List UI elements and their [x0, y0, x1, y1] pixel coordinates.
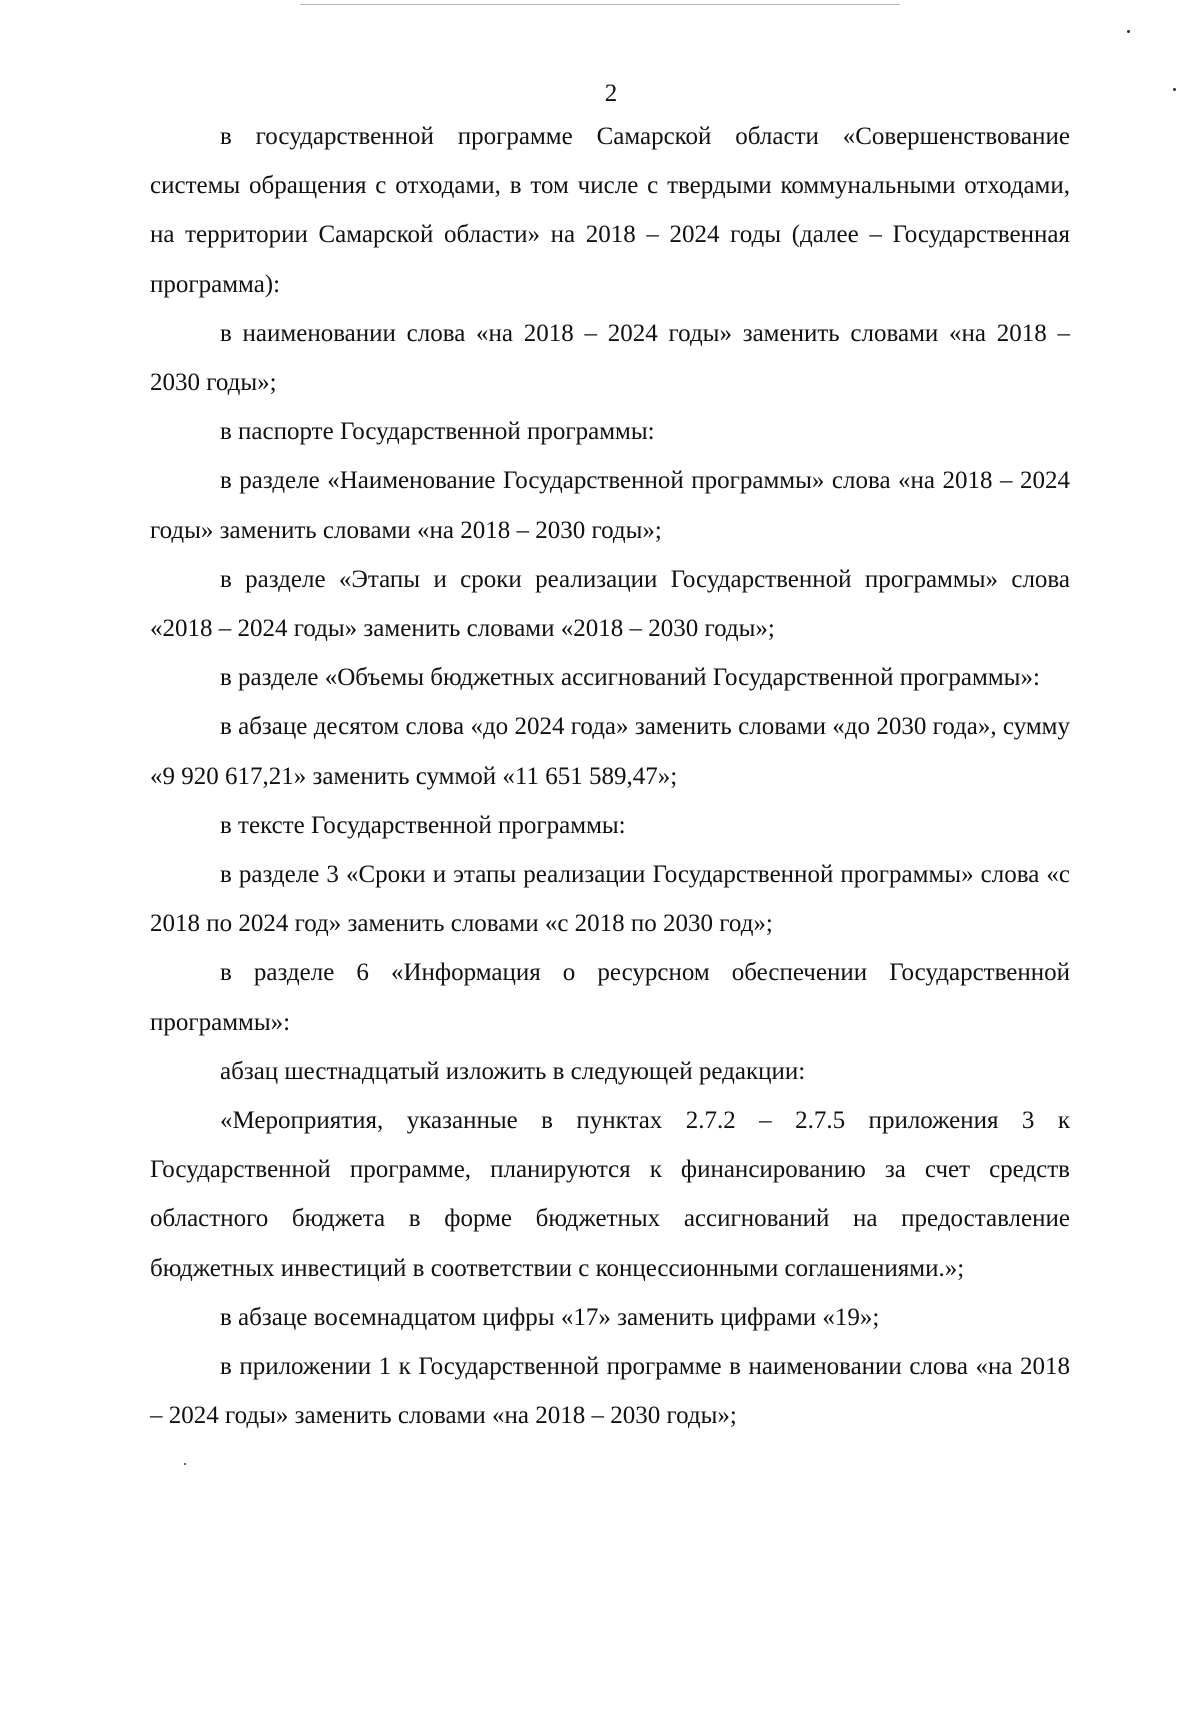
- paragraph-text-heading: в тексте Государственной программы:: [220, 811, 626, 839]
- paragraph-tenth-abzac: в абзаце десятом слова «до 2024 года» заменить словами «до 2030 года», сумму «9 920 617,21» заменить суммой «11 651 589,47»;: [150, 713, 1070, 790]
- paragraph-program-title: в государственной программе Самарской области «Совершенствование системы обращения с отходами, в том числе с твердыми коммунальными отходами, на территории Самарской области» на 2018 – 2024 годы (далее – Государственная программа):: [150, 123, 1070, 298]
- document-body: [150, 112, 1070, 1440]
- paragraph-section-stages: в разделе «Этапы и сроки реализации Государственной программы» слова «2018 – 2024 годы» заменить словами «2018 – 2030 годы»;: [150, 565, 1070, 643]
- paragraph-section-budget: в разделе «Объемы бюджетных ассигнований Государственной программы»:: [220, 664, 1040, 692]
- paragraph-passport-heading: в паспорте Государственной программы:: [220, 418, 655, 446]
- scan-speck: [1173, 88, 1176, 91]
- page-number: 2: [604, 80, 618, 107]
- paragraph-name-change: в наименовании слова «на 2018 – 2024 годы» заменить словами «на 2018 – 2030 годы»;: [150, 319, 1070, 397]
- paragraph-section-name: в разделе «Наименование Государственной программы» слова «на 2018 – 2024 годы» заменить словами «на 2018 – 2030 годы»;: [150, 467, 1070, 544]
- top-edge-line: [300, 4, 900, 5]
- scan-speck: [1127, 30, 1130, 33]
- paragraph-quoted-activities: «Мероприятия, указанные в пунктах 2.7.2 – 2.7.5 приложения 3 к Государственной программе, планируются к финансированию за счет средств областного бюджета в форме бюджетных ассигнований на предоставление бюджетных инвестиций в соответствии с концессионными соглашениями.»;: [150, 1107, 1070, 1282]
- scan-speck: [184, 1463, 186, 1465]
- paragraph-eighteenth-abzac: в абзаце восемнадцатом цифры «17» заменить цифрами «19»;: [220, 1303, 880, 1331]
- paragraph-sixteenth-abzac: абзац шестнадцатый изложить в следующей редакции:: [220, 1057, 806, 1085]
- paragraph-section-3: в разделе 3 «Сроки и этапы реализации Государственной программы» слова «с 2018 по 2024 год» заменить словами «с 2018 по 2030 год»;: [150, 861, 1070, 938]
- paragraph-appendix-1: в приложении 1 к Государственной программе в наименовании слова «на 2018 – 2024 годы» заменить словами «на 2018 – 2030 годы»;: [150, 1353, 1070, 1430]
- paragraph-section-6: в разделе 6 «Информация о ресурсном обеспечении Государственной программы»:: [150, 959, 1070, 1036]
